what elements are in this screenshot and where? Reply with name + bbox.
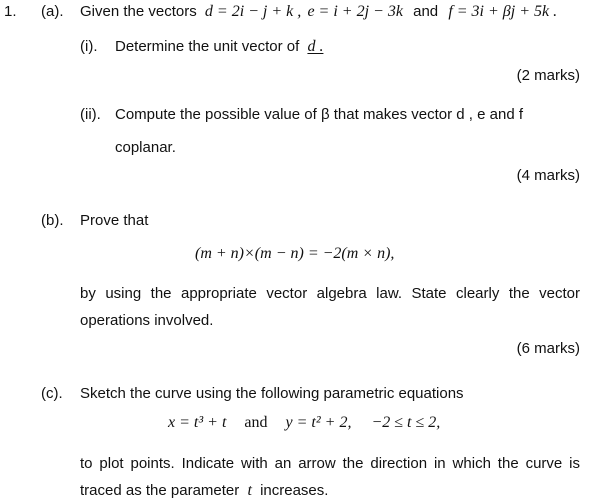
part-b-formula: (m + n)×(m − n) = −2(m × n), bbox=[195, 245, 395, 262]
part-b-text: Prove that bbox=[80, 212, 149, 229]
part-b-marks: (6 marks) bbox=[516, 340, 580, 357]
and-word: and bbox=[413, 3, 439, 20]
part-a-i-text: Determine the unit vector of bbox=[115, 38, 300, 55]
part-a-ii-text2: coplanar. bbox=[115, 139, 176, 156]
part-c-var-t: t bbox=[247, 482, 252, 499]
vector-d-def: d = 2i − j + k , bbox=[204, 3, 302, 20]
vector-e-def: e = i + 2j − 3k bbox=[307, 3, 403, 20]
equation-range: −2 ≤ t ≤ 2, bbox=[371, 414, 441, 431]
question-number: 1. bbox=[4, 3, 17, 20]
vector-f-def: f = 3i + βj + 5k . bbox=[448, 3, 558, 20]
part-c-text: Sketch the curve using the following parametric equations bbox=[80, 385, 464, 402]
part-a-line bbox=[80, 3, 557, 21]
equation-x: x = t³ + t bbox=[168, 414, 227, 431]
part-a-label: (a). bbox=[41, 3, 64, 20]
part-c-body1: to plot points. Indicate with an arrow the direction in which the curve is bbox=[80, 455, 580, 472]
part-b-body2: operations involved. bbox=[80, 312, 214, 329]
part-a-i-line bbox=[115, 38, 323, 56]
part-a-i-label: (i). bbox=[80, 38, 98, 55]
equation-and: and bbox=[244, 414, 268, 431]
part-a-intro: Given the vectors bbox=[80, 3, 197, 20]
part-a-ii-text: Compute the possible value of β that makes vector d , e and f bbox=[115, 106, 524, 123]
part-c-equations bbox=[168, 414, 440, 432]
part-b-label: (b). bbox=[41, 212, 64, 229]
part-c-body2 bbox=[80, 482, 328, 500]
part-b-body1: by using the appropriate vector algebra law. State clearly the vector bbox=[80, 285, 580, 302]
part-a-i-var: d . bbox=[307, 38, 324, 55]
part-c-body2a: traced as the parameter bbox=[80, 482, 240, 499]
part-a-i-marks: (2 marks) bbox=[516, 67, 580, 84]
part-a-ii-marks: (4 marks) bbox=[516, 167, 580, 184]
part-a-ii-label: (ii). bbox=[80, 106, 101, 123]
part-c-body2b: increases. bbox=[260, 482, 329, 499]
part-c-label: (c). bbox=[41, 385, 63, 402]
equation-y: y = t² + 2, bbox=[285, 414, 352, 431]
